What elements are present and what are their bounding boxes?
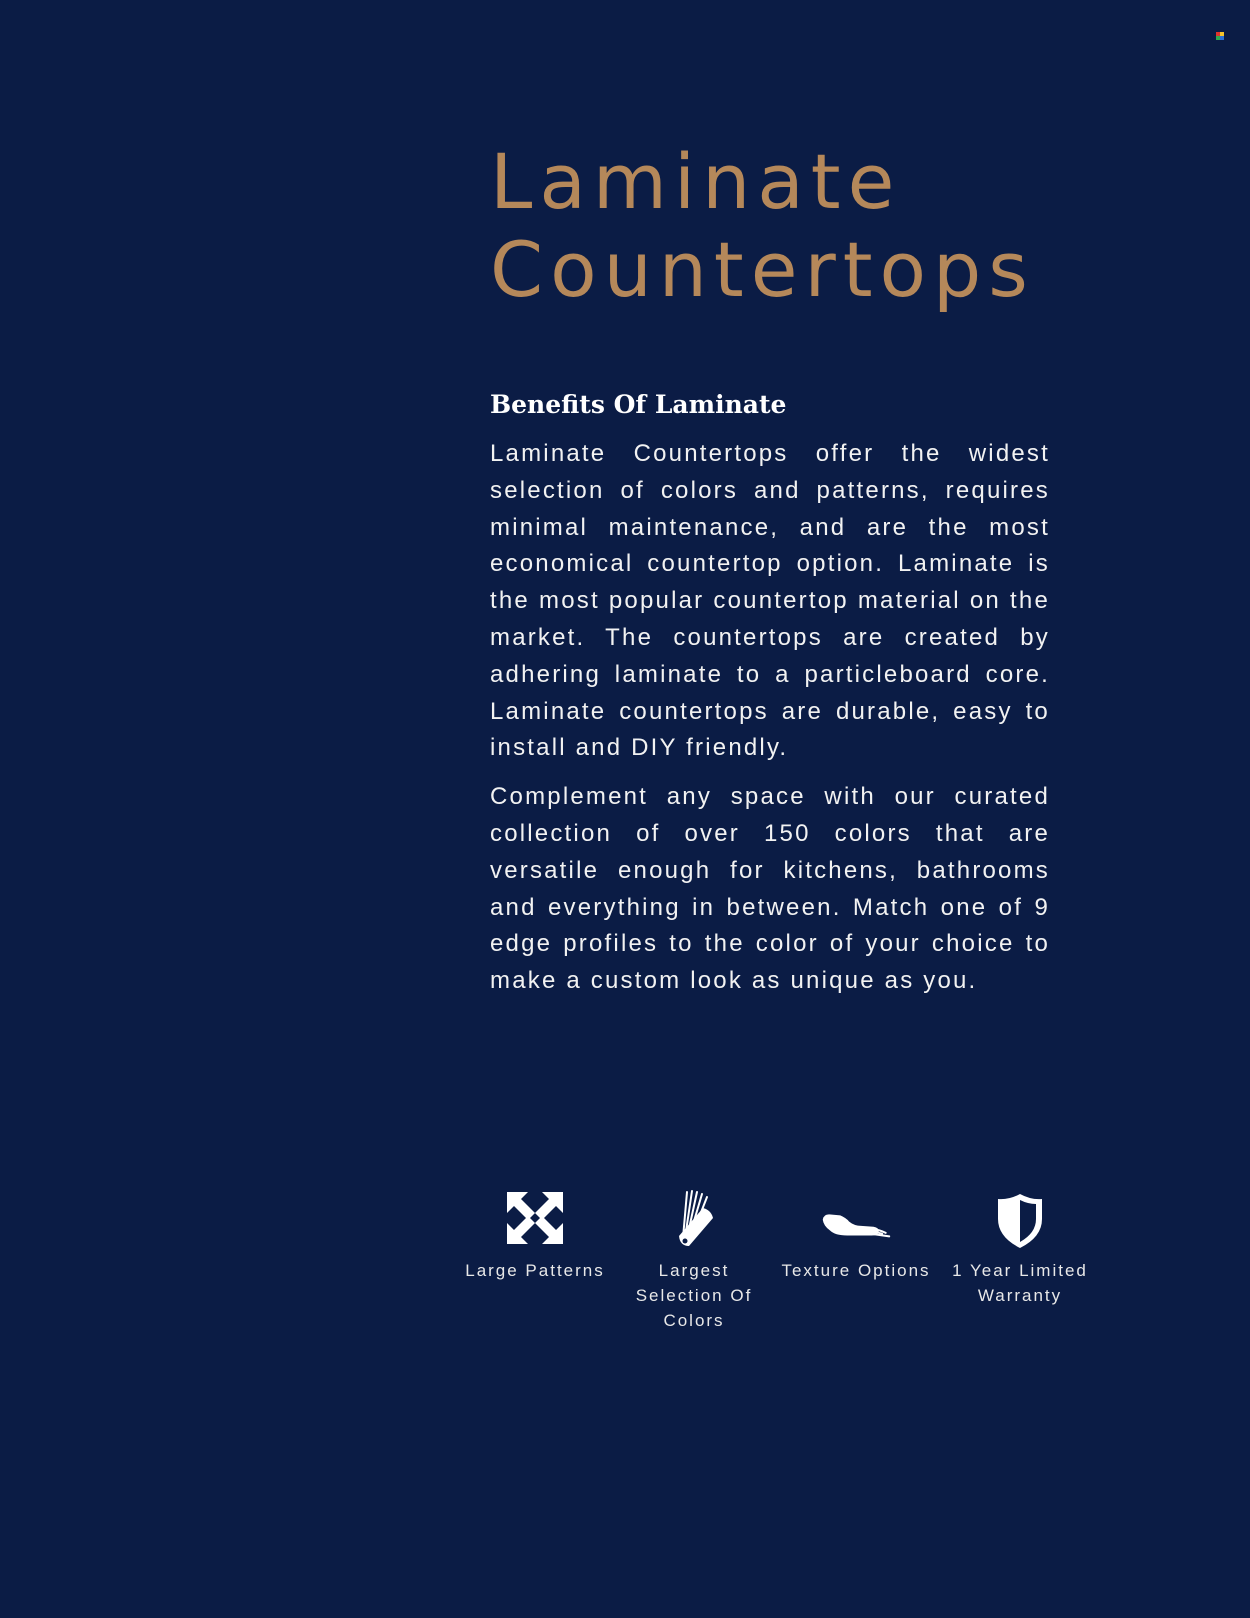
features-row — [450, 1186, 1090, 1336]
title-line-2: Countertops — [490, 225, 1035, 314]
feature-label-largest-selection: Largest Selection Of Colors — [635, 1261, 753, 1330]
expand-arrows-icon — [500, 1186, 570, 1250]
benefits-section — [490, 390, 1050, 1012]
feature-label-large-patterns: Large Patterns — [465, 1261, 605, 1280]
feature-largest-selection — [614, 1186, 774, 1333]
feature-texture-options — [776, 1186, 936, 1283]
page-title — [490, 138, 1035, 314]
feature-warranty — [940, 1186, 1100, 1308]
benefits-paragraph-2: Complement any space with our curated collection of over 150 colors that are versatile enough for kitchens, bathrooms and everything in between. Match one of 9 edge profiles to the color of your choice to make a custom look as unique as you. — [490, 783, 1050, 995]
feature-large-patterns — [455, 1186, 615, 1283]
benefits-heading: Benefits Of Laminate — [490, 390, 787, 419]
feature-label-texture-options: Texture Options — [781, 1261, 931, 1280]
title-line-1: Laminate — [490, 137, 902, 226]
hand-texture-icon — [821, 1186, 891, 1250]
color-swatch-fan-icon — [659, 1186, 729, 1250]
feature-label-warranty: 1 Year Limited Warranty — [952, 1261, 1088, 1305]
benefits-paragraph-1: Laminate Countertops offer the widest selection of colors and patterns, requires minimal maintenance, and are the most economical countertop option. Laminate is the most popular countertop material on the market. The countertops are created by adhering laminate to a particleboard core. Laminate countertops are durable, easy to install and DIY friendly. — [490, 440, 1050, 762]
corner-color-mark — [1216, 32, 1224, 40]
shield-icon — [985, 1186, 1055, 1250]
